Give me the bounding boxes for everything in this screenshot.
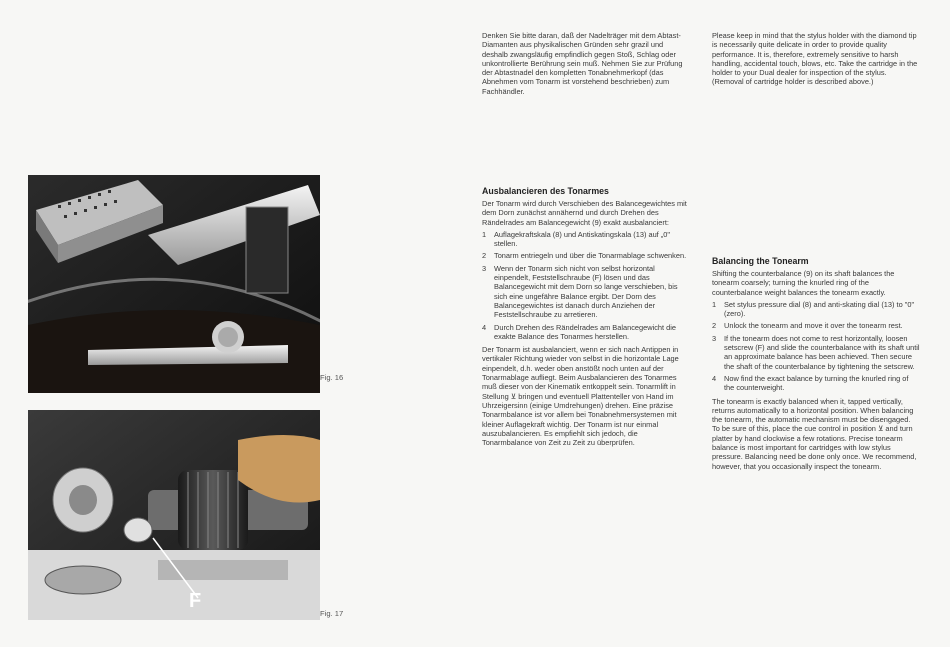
step-text: Now find the exact balance by turning the knurled ring of the counterweight. [724, 373, 909, 393]
english-step-3 [712, 334, 920, 371]
step-number: 4 [712, 373, 717, 383]
step-text: If the tonearm does not come to rest horizontally, loosen setscrew (F) and slide the counterbalance with its shaft until an approximate balance has been achieved. Then secure the shaft of the counterbalance by tightening the setscrew. [724, 333, 920, 371]
german-section-title: Ausbalancieren des Tonarmes [482, 186, 609, 196]
german-step-1 [482, 230, 690, 249]
step-text: Tonarm entriegeln und über die Tonarmablage schwenken. [494, 251, 687, 261]
step-text: Auflagekraftskala (8) und Antiskatingskala (13) auf „0" stellen. [494, 229, 670, 249]
english-intro-text: Please keep in mind that the stylus holder with the diamond tip is necessarily quite delicate in order to provide quality performance. It is, therefore, extremely sensitive to harsh handling, accidental touch, blows, etc. Take the cartridge in the holder to your Dual dealer for inspection of the stylus. (Removal of cartridge holder is described above.) [712, 31, 918, 87]
setscrew-label-f: F [189, 590, 202, 612]
english-step-2 [712, 321, 920, 330]
figure-16-caption: Fig. 16 [320, 373, 344, 382]
step-number: 3 [482, 263, 487, 273]
step-number: 2 [712, 321, 717, 331]
tonearm-headshell-illustration [28, 175, 320, 393]
german-step-4 [482, 323, 690, 342]
step-text: Set stylus pressure dial (8) and anti-skating dial (13) to "0" (zero). [724, 299, 915, 319]
step-number: 1 [482, 229, 487, 239]
german-intro-text: Denken Sie bitte daran, daß der Nadelträger mit dem Abtast-Diamanten aus physikalischen Gründen sehr grazil und deshalb zwangsläufig empfindlich gegen Stoß, Schlag oder unkontrollierte Berührung sein muß. Nehmen Sie zur Prüfung der Abtastnadel den kompletten Tonabnehmerkopf (das Abnehmen vom Tonarm ist vorstehend beschrieben) zum Fachhändler. [482, 31, 683, 96]
english-section-outro: The tonearm is exactly balanced when it, tapped vertically, returns automatically to a horizontal position. When balancing the tonearm, the automatic mechanism must be disengaged. To be sure of this, place the cue control in position ⊻ and turn platter by hand clockwise a few rotations. Precise tonearm balance is most important for cartridges with low stylus pressure. Balancing need be done only once. We recommend, however, that you occasionally inspect the tonearm. [712, 396, 917, 471]
english-steps-list [712, 300, 920, 393]
german-section-outro: Der Tonarm ist ausbalanciert, wenn er sich nach Antippen in vertikaler Richtung wieder von selbst in die horizontale Lage einpendelt, d.h. weder oben anstößt noch unten auf der Tonarmablage aufliegt. Beim Ausbalancieren des Tonarmes muß dieser von der Kinematik entkoppelt sein. Tonarmlift in Stellung ⊻ bringen und eventuell Plattenteller von Hand im Uhrzeigersinn (einige Umdrehungen) drehen. Eine präzise Tonarmbalance ist vor allem bei Tonabnehmersystemen mit kleiner Auflagekraft wichtig. Der Tonarm ist nur einmal auszubalancieren. Es empfiehlt sich jedoch, die Tonarmbalance von Zeit zu Zeit zu überprüfen. [482, 345, 679, 448]
german-section-intro: Der Tonarm wird durch Verschieben des Balancegewichtes mit dem Dorn zunächst annähernd und durch Drehen des Rändelrades am Balancegewicht (9) exakt ausbalanciert: [482, 199, 687, 227]
step-text: Wenn der Tonarm sich nicht von selbst horizontal einpendelt, Feststellschraube (F) lösen und das Balancegewicht mit dem Dorn so lange verschieben, bis sich eine ungefähre Balance ergibt. Der Dorn des Balancegewichtes ist danach durch Anziehen der Feststellschraube zu arretieren. [494, 263, 678, 320]
english-section-intro: Shifting the counterbalance (9) on its shaft balances the tonearm coarsely; turning the knurled ring of the counterbalance weight balances the tonearm exactly. [712, 269, 895, 297]
german-step-2 [482, 251, 690, 260]
german-balancing-section [482, 186, 690, 450]
step-text: Unlock the tonearm and move it over the tonearm rest. [724, 321, 903, 331]
step-number: 4 [482, 322, 487, 332]
english-step-1 [712, 300, 920, 319]
figure-17-photo [28, 410, 320, 620]
counterbalance-illustration [28, 410, 320, 620]
english-balancing-section [712, 256, 920, 474]
german-steps-list [482, 230, 690, 341]
english-section-title: Balancing the Tonearm [712, 256, 809, 266]
german-step-3 [482, 264, 690, 320]
figure-16-photo [28, 175, 320, 393]
german-intro [482, 31, 690, 99]
english-step-4 [712, 374, 920, 393]
step-number: 2 [482, 251, 487, 261]
step-number: 1 [712, 299, 717, 309]
step-number: 3 [712, 333, 717, 343]
step-text: Durch Drehen des Rändelrades am Balancegewicht die exakte Balance des Tonarmes herstellen. [494, 322, 676, 341]
figure-17-caption: Fig. 17 [320, 609, 344, 618]
english-intro [712, 31, 920, 90]
